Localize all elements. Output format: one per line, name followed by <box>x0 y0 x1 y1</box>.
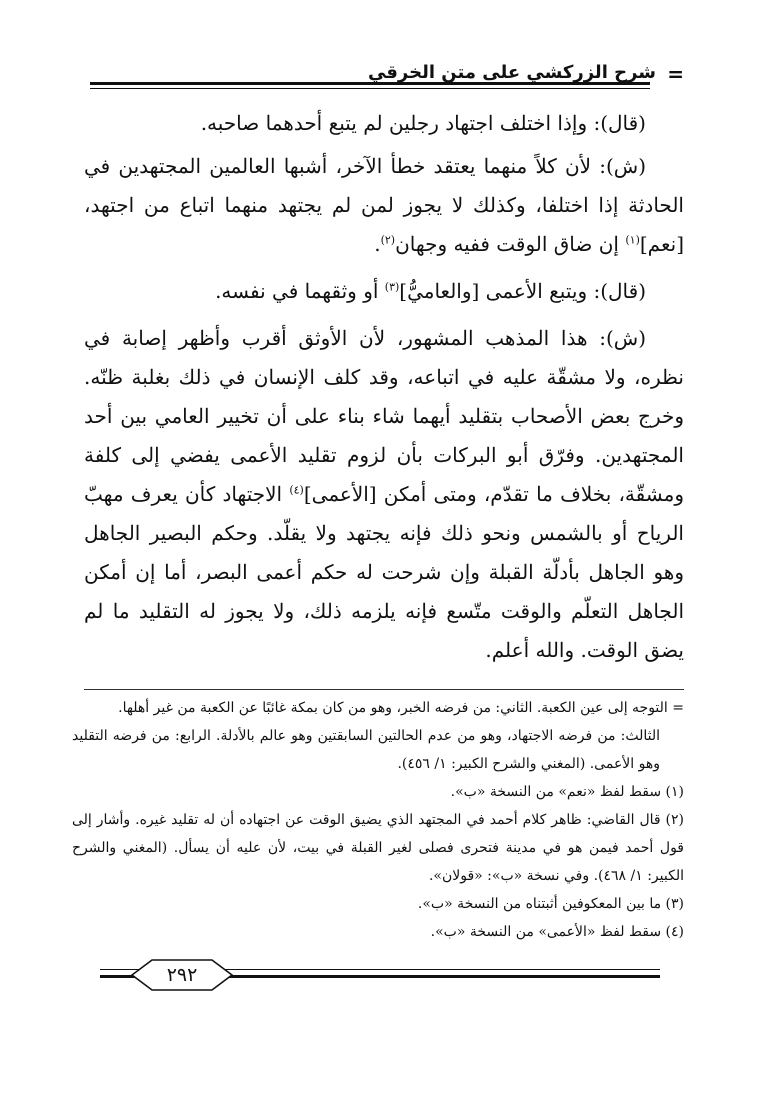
header-rule-thin <box>90 88 650 89</box>
footnote-4: (٤) سقط لفظ «الأعمى» من النسخة «ب». <box>430 924 684 940</box>
paragraph-3: (قال): ويتبع الأعمى [والعاميُّ]$^{(٣)}$ أو وثقهما في نفسه. <box>215 279 646 303</box>
footnote-ref-1[interactable]: (١) <box>625 233 640 247</box>
header-continuation-mark: = <box>667 62 684 86</box>
footnote-3: (٣) ما بين المعكوفين أثبتناه من النسخة «ب». <box>417 896 684 912</box>
paragraph-1: (قال): وإذا اختلف اجتهاد رجلين لم يتبع أحدهما صاحبه. <box>200 111 646 135</box>
header-rule-thick <box>90 82 650 85</box>
footnote-ref-2[interactable]: (٢) <box>380 233 396 247</box>
paragraph-2: (ش): لأن كلاً منهما يعتقد خطأ الآخر، أشبها العالمين المجتهدين في الحادثة إذا اختلفا، وكذلك لا يجوز لمن لم يجتهد منهما اتباع من اجتهد، [نعم]$^{(١)}$ إن ضاق الوقت ففيه وجهان$^{(٢)}$. <box>84 154 684 256</box>
footnote-2: (٢) قال القاضي: ظاهر كلام أحمد في المجتهد الذي يضيق الوقت عن اجتهاده أن له تقليد غيره. وأشار إلى قول أحمد فيمن هو في مدينة فتحرى فصلى لغير القبلة في بيت، لأن عليه أن يسأل. (المغني والشرح الكبير: ١/ ٤٦٨). وفي نسخة «ب»: «قولان». <box>72 812 684 884</box>
running-header-title: شرح الزركشي على متن الخرقي <box>367 62 656 83</box>
footnote-1: (١) سقط لفظ «نعم» من النسخة «ب». <box>450 784 684 800</box>
footnote-continuation-line-2: الثالث: من فرضه الاجتهاد، وهو من عدم الحالتين السابقتين وهو عالم بالأدلة. الرابع: من فرضه التقليد وهو الأعمى. (المغني والشرح الكبير: ١/ ٤٥٦). <box>72 728 660 772</box>
main-text <box>84 104 684 678</box>
paragraph-4: (ش): هذا المذهب المشهور، لأن الأوثق أقرب وأظهر إصابة في نظره، ولا مشقّة عليه في اتباعه، وقد كلف الإنسان في ذلك بغلبة ظنّه. وخرج بعض الأصحاب بتقليد أيهما شاء بناء على أن تخيير العامي بين أحد المجتهدين. وفرّق أبو البركات بأن لزوم تقليد الأعمى يفضي إلى كلفة ومشقّة، بخلاف ما تقدّم، ومتى أمكن [الأعمى]$^{(٤)}$ الاجتهاد كأن يعرف مهبّ الرياح أو بالشمس ونحو ذلك فإنه يجتهد ولا يقلّد. وحكم البصير الجاهل وهو الجاهل بأدلّة القبلة وإن شرحت له حكم أعمى البصر، أما إن أمكن الجاهل التعلّم والوقت متّسع فإنه يلزمه ذلك، ولا يجوز له التقليد ما لم يضق الوقت. والله أعلم. <box>84 326 684 662</box>
footnote-ref-4[interactable]: (٤) <box>289 483 304 497</box>
footnotes <box>72 694 684 946</box>
page-number: ٢٩٢ <box>166 964 198 986</box>
footnote-continuation-line-1: = التوجه إلى عين الكعبة. الثاني: من فرضه الخبر، وهو من كان بمكة غائبًا عن الكعبة من غير أهلها. <box>118 700 684 716</box>
footnote-separator <box>84 689 684 690</box>
footnote-ref-3[interactable]: (٣) <box>384 280 400 294</box>
